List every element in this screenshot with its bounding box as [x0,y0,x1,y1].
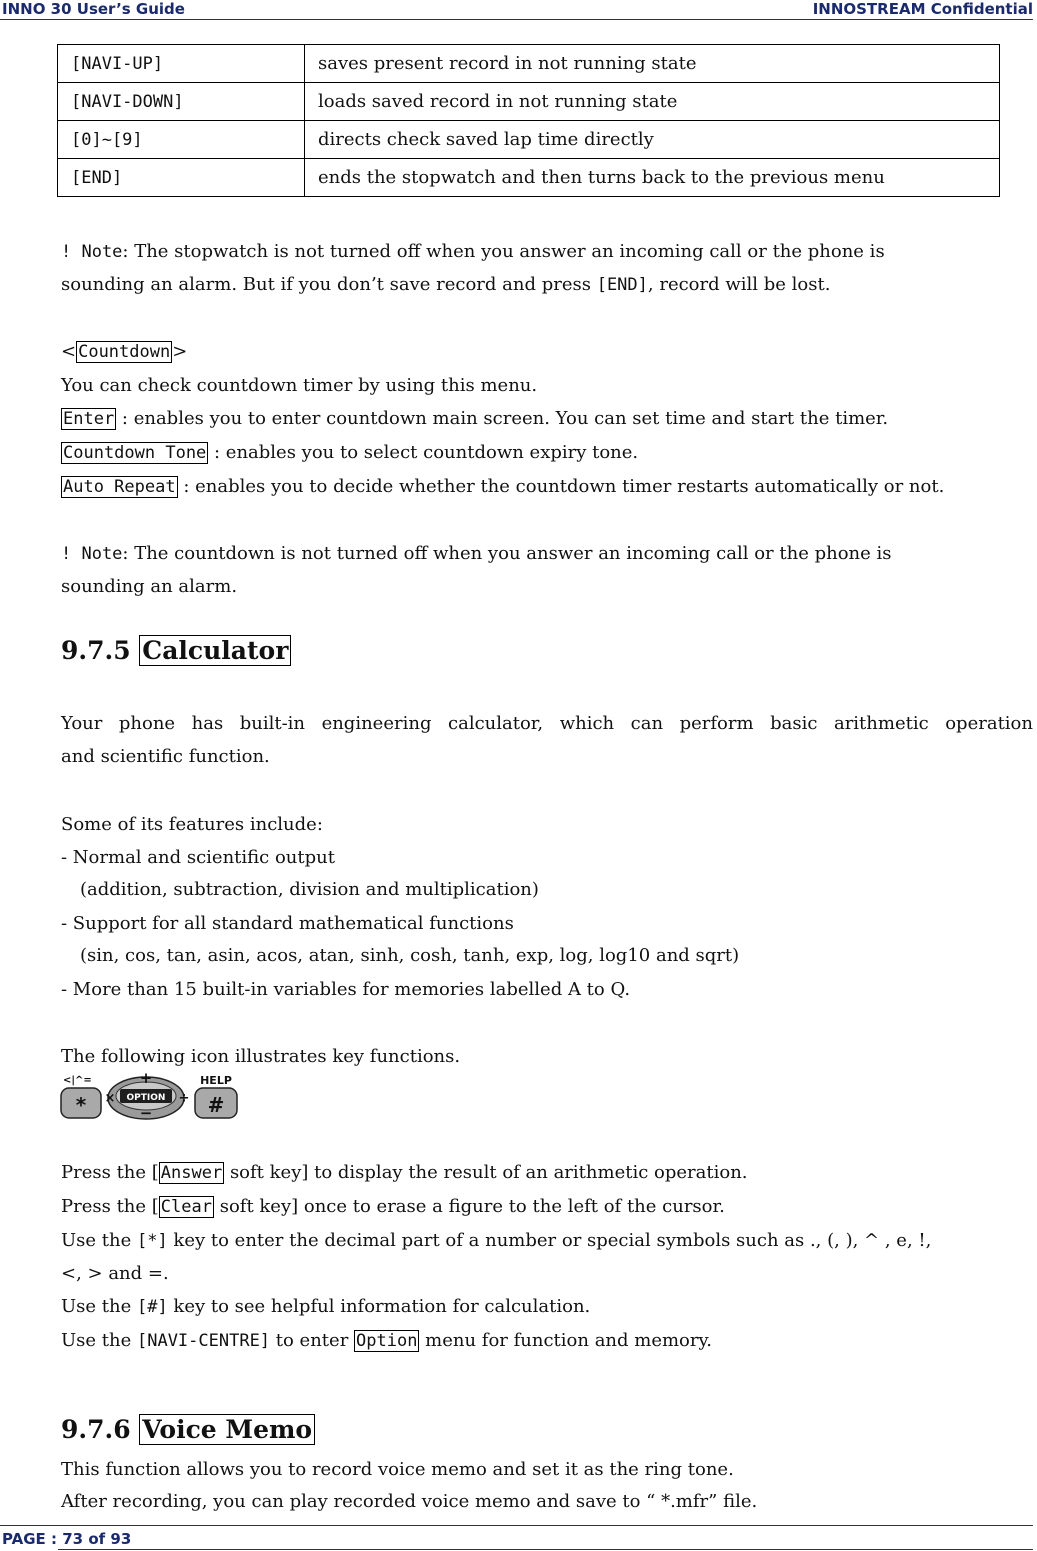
text: key to see helpful information for calculation. [167,1296,591,1317]
stopwatch-key-table [57,44,1000,197]
note2-line1 [61,543,892,565]
feature-item: - Normal and scientific output [61,847,335,868]
clear-softkey-label: Clear [160,1197,212,1217]
minus-glyph: − [139,1104,153,1120]
option-nav-key-icon [105,1072,190,1120]
text: Press the [ [61,1196,159,1217]
times-glyph: × [104,1091,116,1106]
key-cell: [END] [58,159,305,197]
page-header [0,0,1037,20]
menu-label-auto-repeat: Auto Repeat [63,477,176,497]
key-cell: [NAVI-UP] [58,45,305,83]
section-heading-voice-memo [61,1415,315,1444]
features-intro: Some of its features include: [61,814,323,835]
countdown-intro: You can check countdown timer by using this menu. [61,375,538,396]
countdown-item-repeat [61,476,944,498]
footer-divider-bottom [58,1549,1033,1550]
note-text: : The countdown is not turned off when you answer an incoming call or the phone is [122,543,892,564]
feature-item: - More than 15 built-in variables for memories labelled A to Q. [61,979,631,1000]
voice-memo-line1: This function allows you to record voice memo and set it as the ring tone. [61,1459,734,1480]
navi-centre-key-ref: [NAVI-CENTRE] [136,1331,271,1351]
note-label: ! Note [61,544,123,564]
text: soft key] once to erase a figure to the left of the cursor. [213,1196,725,1217]
answer-softkey-label: Answer [160,1163,223,1183]
header-confidential: INNOSTREAM Confidential [812,0,1033,18]
text: menu for function and memory. [419,1330,712,1351]
countdown-heading [61,341,187,363]
note-text: : The stopwatch is not turned off when you answer an incoming call or the phone is [122,241,885,262]
text: soft key] to display the result of an arithmetic operation. [224,1162,748,1183]
table-row [58,45,1000,83]
bracket-close: > [172,341,188,362]
end-key-ref: [END] [596,275,648,295]
feature-item: - Support for all standard mathematical functions [61,913,514,934]
note1-line2 [61,274,830,296]
press-clear-line [61,1196,725,1218]
countdown-item-tone [61,442,638,464]
menu-label-enter: Enter [63,409,115,429]
table-row [58,83,1000,121]
note1-line1 [61,241,885,263]
feature-subitem: (addition, subtraction, division and multiplication) [80,879,539,900]
header-doc-title: INNO 30 User’s Guide [2,0,185,18]
countdown-item-enter [61,408,888,430]
icon-intro: The following icon illustrates key functions. [61,1046,461,1067]
hash-glyph: # [207,1093,225,1117]
star-key-icon [61,1075,101,1118]
section-heading-calculator [61,636,291,665]
text: Use the [61,1230,137,1251]
desc-cell: ends the stopwatch and then turns back to the previous menu [305,159,1000,197]
bracket-open: < [61,341,77,362]
section-title: Calculator [139,635,291,666]
desc-cell: directs check saved lap time directly [305,121,1000,159]
note-label: ! Note [61,242,123,262]
menu-label-countdown-tone: Countdown Tone [63,443,207,463]
divide-glyph: ÷ [178,1091,190,1106]
help-label: HELP [200,1074,232,1087]
star-key-line2: <, > and =. [61,1263,169,1284]
star-key-ref: [*] [136,1231,168,1251]
header-divider [0,19,1033,20]
text: key to enter the decimal part of a number or special symbols such as ., (, ), ^ , e, !, [167,1230,932,1251]
calculator-para-line2: and scientific function. [61,746,270,767]
hash-key-icon [195,1074,237,1118]
note2-line2: sounding an alarm. [61,576,238,597]
text: Press the [ [61,1162,159,1183]
plus-glyph: + [139,1072,153,1087]
item-text: : enables you to enter countdown main screen. You can set time and start the timer. [116,408,889,429]
key-cell: [0]~[9] [58,121,305,159]
calculator-key-icons [60,1072,240,1120]
option-menu-label: Option [356,1331,418,1351]
text: to enter [270,1330,355,1351]
option-label: OPTION [126,1093,166,1103]
star-glyph: * [75,1093,87,1117]
key-cell: [NAVI-DOWN] [58,83,305,121]
page-number: PAGE : 73 of 93 [2,1530,132,1548]
item-text: : enables you to select countdown expiry tone. [208,442,639,463]
calculator-para-line1: Your phone has built-in engineering calculator, which can perform basic arithmetic operation [61,713,1033,734]
table-row [58,159,1000,197]
feature-subitem: (sin, cos, tan, asin, acos, atan, sinh, cosh, tanh, exp, log, log10 and sqrt) [80,945,740,966]
star-key-line1 [61,1230,931,1252]
desc-cell: loads saved record in not running state [305,83,1000,121]
table-row [58,121,1000,159]
section-number: 9.7.6 [61,1415,140,1444]
item-text: : enables you to decide whether the countdown timer restarts automatically or not. [177,476,945,497]
note-text: , record will be lost. [647,274,831,295]
hash-key-line [61,1296,590,1318]
navi-centre-line [61,1330,712,1352]
section-number: 9.7.5 [61,636,140,665]
section-title: Voice Memo [139,1414,315,1445]
star-top-label: <|^= [63,1075,92,1086]
countdown-title: Countdown [78,342,171,362]
desc-cell: saves present record in not running state [305,45,1000,83]
footer-divider [0,1525,1033,1526]
note-text: sounding an alarm. But if you don’t save record and press [61,274,597,295]
text: Use the [61,1330,137,1351]
text: Use the [61,1296,137,1317]
hash-key-ref: [#] [136,1297,168,1317]
voice-memo-line2: After recording, you can play recorded voice memo and save to “ *.mfr” file. [61,1491,758,1512]
press-answer-line [61,1162,748,1184]
